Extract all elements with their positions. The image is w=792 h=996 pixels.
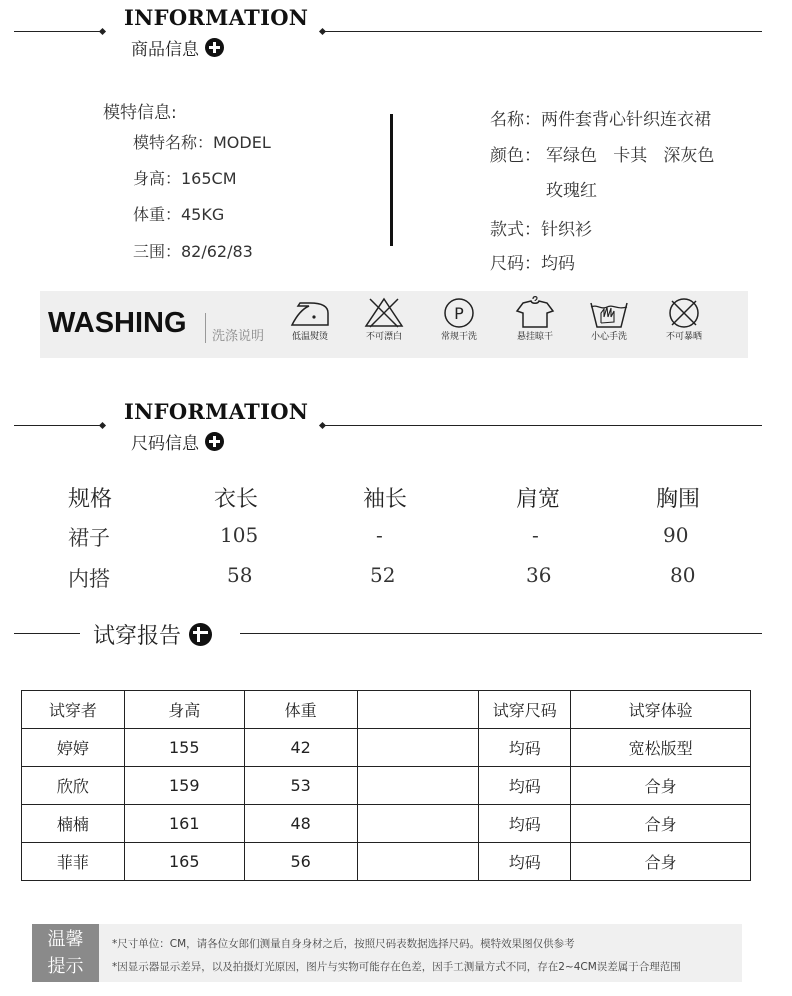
section3-title: 试穿报告 xyxy=(93,624,182,649)
table-header xyxy=(357,691,479,729)
section1-title: INFORMATION xyxy=(124,5,309,30)
size-cell: 36 xyxy=(526,563,552,587)
table-header: 身高 xyxy=(124,691,244,729)
model-name: 模特名称：MODEL xyxy=(133,133,271,152)
washing-bar xyxy=(40,291,748,358)
size-row-name: 内搭 xyxy=(68,567,110,591)
wash-item-hang xyxy=(505,295,565,342)
table-cell xyxy=(357,767,479,805)
wash-item-iron xyxy=(280,295,340,342)
plus-circle-icon xyxy=(189,623,212,646)
table-header: 试穿尺码 xyxy=(479,691,571,729)
model-measurements: 三围：82/62/83 xyxy=(133,242,253,261)
table-cell: 楠楠 xyxy=(22,805,125,843)
vertical-divider xyxy=(390,114,393,246)
table-cell: 均码 xyxy=(479,843,571,881)
tips-box xyxy=(32,924,742,982)
table-header: 体重 xyxy=(244,691,357,729)
tips-label xyxy=(32,924,99,982)
section2-subtitle-wrap xyxy=(131,429,224,454)
table-row xyxy=(22,805,751,843)
model-weight: 体重：45KG xyxy=(133,205,225,224)
table-cell: 56 xyxy=(244,843,357,881)
wash-label: 不可漂白 xyxy=(365,332,402,342)
divider xyxy=(240,633,762,634)
section1-subtitle: 商品信息 xyxy=(131,40,199,60)
size-cell: 90 xyxy=(663,523,689,547)
washing-subtitle: 洗涤说明 xyxy=(212,329,265,344)
wash-label: 不可暴晒 xyxy=(665,332,702,342)
size-cell: 52 xyxy=(370,563,396,587)
section1-subtitle-wrap xyxy=(131,35,224,60)
size-header: 袖长 xyxy=(363,487,408,512)
plus-circle-icon xyxy=(205,38,224,57)
svg-text:P: P xyxy=(454,304,464,323)
table-cell: 均码 xyxy=(479,805,571,843)
table-header: 试穿体验 xyxy=(571,691,751,729)
section2-subtitle: 尺码信息 xyxy=(131,434,199,454)
no-bleach-icon xyxy=(362,295,406,329)
divider xyxy=(14,633,80,634)
tips-text: *尺寸单位：CM，请各位女郎们测量自身身材之后，按照尺码表数据选择尺码。模特效果图仅供参考 xyxy=(112,938,575,950)
product-style: 款式：针织衫 xyxy=(490,220,592,240)
size-cell: - xyxy=(376,523,383,547)
table-row xyxy=(22,767,751,805)
wash-label: 常规干洗 xyxy=(440,332,477,342)
size-header: 规格 xyxy=(68,487,113,512)
table-cell: 欣欣 xyxy=(22,767,125,805)
wash-label: 小心手洗 xyxy=(590,332,627,342)
table-cell: 159 xyxy=(124,767,244,805)
no-tumble-dry-icon xyxy=(662,295,706,329)
section3-title-wrap xyxy=(93,619,212,650)
table-row xyxy=(22,843,751,881)
table-cell: 婷婷 xyxy=(22,729,125,767)
divider xyxy=(14,425,102,426)
tips-label-line: 温馨 xyxy=(47,929,84,950)
table-row xyxy=(22,729,751,767)
tips-text: *因显示器显示差异，以及拍摄灯光原因，图片与实物可能存在色差，因手工测量方式不同，存在2~4CM误差属于合理范围 xyxy=(112,961,681,973)
section2-title: INFORMATION xyxy=(124,399,309,424)
divider-dot xyxy=(99,422,106,429)
wash-item-bleach xyxy=(354,295,414,342)
product-name: 名称：两件套背心针织连衣裙 xyxy=(490,110,711,130)
table-cell: 161 xyxy=(124,805,244,843)
table-cell: 合身 xyxy=(571,805,751,843)
wash-item-dryclean xyxy=(429,295,489,342)
product-size: 尺码：均码 xyxy=(490,254,575,274)
wash-item-sun xyxy=(654,295,714,342)
table-header: 试穿者 xyxy=(22,691,125,729)
table-cell: 48 xyxy=(244,805,357,843)
wash-label: 悬挂晾干 xyxy=(516,332,553,342)
size-header: 衣长 xyxy=(214,487,259,512)
table-cell xyxy=(357,805,479,843)
tips-label-line: 提示 xyxy=(47,956,84,977)
size-cell: 105 xyxy=(220,523,259,547)
hand-wash-icon xyxy=(587,295,631,329)
wash-item-handwash xyxy=(579,295,639,342)
low-temp-iron-icon xyxy=(288,295,332,329)
size-row-name: 裙子 xyxy=(68,526,110,550)
model-heading: 模特信息: xyxy=(103,103,177,123)
table-header-row xyxy=(22,691,751,729)
product-colors: 军绿色 卡其 深灰色 xyxy=(546,146,715,166)
dry-clean-p-icon xyxy=(437,295,481,329)
table-cell: 宽松版型 xyxy=(571,729,751,767)
table-cell: 均码 xyxy=(479,729,571,767)
size-header: 胸围 xyxy=(656,487,701,512)
table-cell: 合身 xyxy=(571,767,751,805)
hang-dry-icon xyxy=(513,295,557,329)
model-height: 身高：165CM xyxy=(133,169,237,188)
table-cell xyxy=(357,843,479,881)
table-cell: 53 xyxy=(244,767,357,805)
table-cell: 均码 xyxy=(479,767,571,805)
size-header: 肩宽 xyxy=(516,487,561,512)
table-cell: 42 xyxy=(244,729,357,767)
table-cell xyxy=(357,729,479,767)
divider xyxy=(324,425,762,426)
product-color-label: 颜色： xyxy=(490,146,541,166)
table-cell: 155 xyxy=(124,729,244,767)
size-cell: 58 xyxy=(227,563,253,587)
plus-circle-icon xyxy=(205,432,224,451)
divider-dot xyxy=(99,28,106,35)
product-colors-extra: 玫瑰红 xyxy=(546,181,597,201)
table-cell: 合身 xyxy=(571,843,751,881)
washing-separator xyxy=(205,313,206,343)
table-cell: 165 xyxy=(124,843,244,881)
size-cell: - xyxy=(532,523,539,547)
table-cell: 菲菲 xyxy=(22,843,125,881)
washing-title: WASHING xyxy=(48,307,187,339)
size-cell: 80 xyxy=(670,563,696,587)
divider xyxy=(324,31,762,32)
divider xyxy=(14,31,102,32)
wash-label: 低温熨烫 xyxy=(291,332,328,342)
report-table xyxy=(21,690,751,881)
